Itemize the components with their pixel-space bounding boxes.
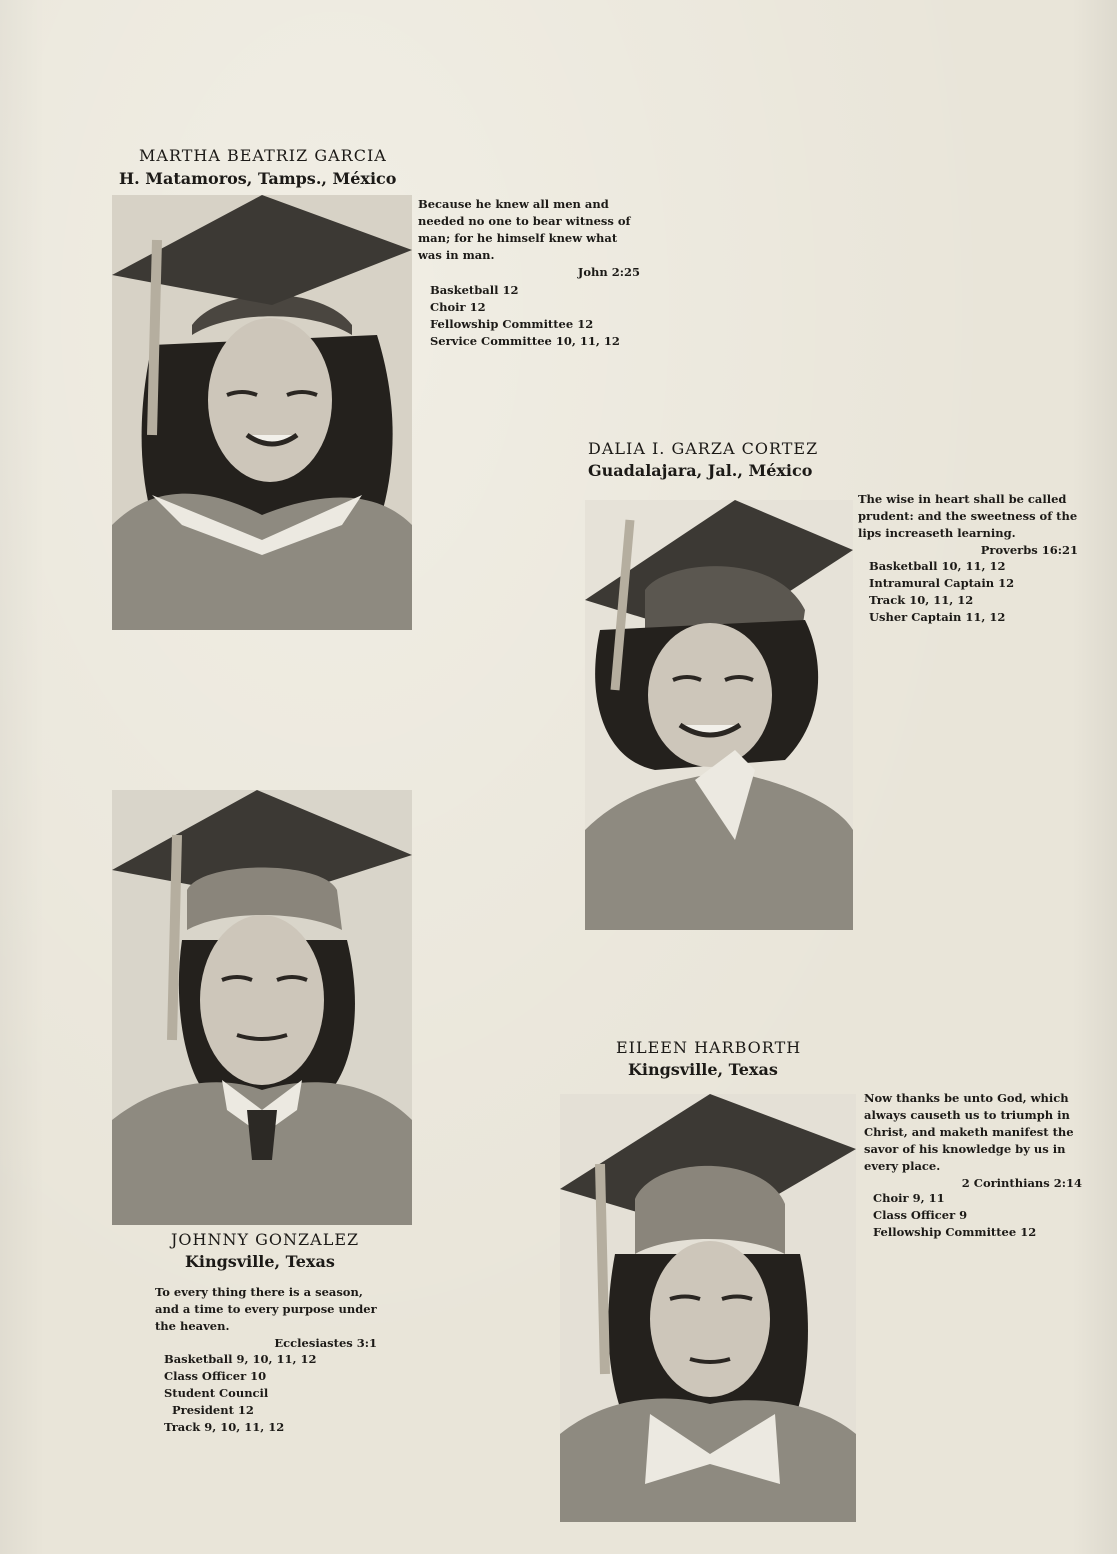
quote-text: Because he knew all men and needed no one to bear witness of man; for he himself knew what was in man. xyxy=(418,197,631,262)
quote-block xyxy=(864,1090,1082,1192)
quote-block xyxy=(858,491,1078,559)
activity-item: Intramural Captain 12 xyxy=(869,576,1015,590)
activities-list xyxy=(873,1190,1036,1241)
quote-block xyxy=(418,196,640,281)
quote-reference: John 2:25 xyxy=(577,265,640,279)
activity-item: Track 10, 11, 12 xyxy=(869,593,974,607)
quote-text: The wise in heart shall be called prudent: and the sweetness of the lips increaseth learning. xyxy=(858,492,1078,540)
activity-item: Class Officer 9 xyxy=(873,1208,968,1222)
activity-item: Fellowship Committee 12 xyxy=(873,1225,1037,1239)
quote-text: Now thanks be unto God, which always causeth us to triumph in Christ, and maketh manifest the savor of his knowledge by us in every place. xyxy=(864,1091,1074,1173)
quote-text: To every thing there is a season, and a time to every purpose under the heaven. xyxy=(155,1285,377,1333)
graduate-portrait xyxy=(112,790,412,1225)
activity-item: President 12 xyxy=(172,1403,254,1417)
activity-item: Service Committee 10, 11, 12 xyxy=(430,334,620,348)
student-name: EILEEN HARBORTH xyxy=(616,1038,802,1057)
activities-list xyxy=(164,1351,317,1436)
activity-item: Usher Captain 11, 12 xyxy=(869,610,1006,624)
activity-item: Class Officer 10 xyxy=(164,1369,267,1383)
quote-reference: Proverbs 16:21 xyxy=(980,543,1078,557)
activity-item: Basketball 10, 11, 12 xyxy=(869,559,1006,573)
student-name: MARTHA BEATRIZ GARCIA xyxy=(139,146,387,165)
graduate-portrait xyxy=(112,195,412,630)
activity-item: Choir 12 xyxy=(430,300,486,314)
quote-reference: 2 Corinthians 2:14 xyxy=(961,1176,1082,1190)
student-hometown: H. Matamoros, Tamps., México xyxy=(119,169,397,188)
quote-reference: Ecclesiastes 3:1 xyxy=(274,1336,377,1350)
student-name: DALIA I. GARZA CORTEZ xyxy=(588,439,819,458)
quote-block xyxy=(155,1284,377,1352)
graduate-portrait xyxy=(560,1094,856,1522)
student-hometown: Kingsville, Texas xyxy=(628,1060,778,1079)
activity-item: Student Council xyxy=(164,1386,269,1400)
activity-item: Fellowship Committee 12 xyxy=(430,317,594,331)
graduate-portrait xyxy=(585,500,853,930)
activities-list xyxy=(869,558,1014,626)
activity-item: Choir 9, 11 xyxy=(873,1191,945,1205)
student-hometown: Guadalajara, Jal., México xyxy=(588,461,813,480)
activities-list xyxy=(430,282,620,350)
activity-item: Track 9, 10, 11, 12 xyxy=(164,1420,285,1434)
student-name: JOHNNY GONZALEZ xyxy=(171,1230,360,1249)
activity-item: Basketball 9, 10, 11, 12 xyxy=(164,1352,317,1366)
student-hometown: Kingsville, Texas xyxy=(185,1252,335,1271)
activity-item: Basketball 12 xyxy=(430,283,519,297)
